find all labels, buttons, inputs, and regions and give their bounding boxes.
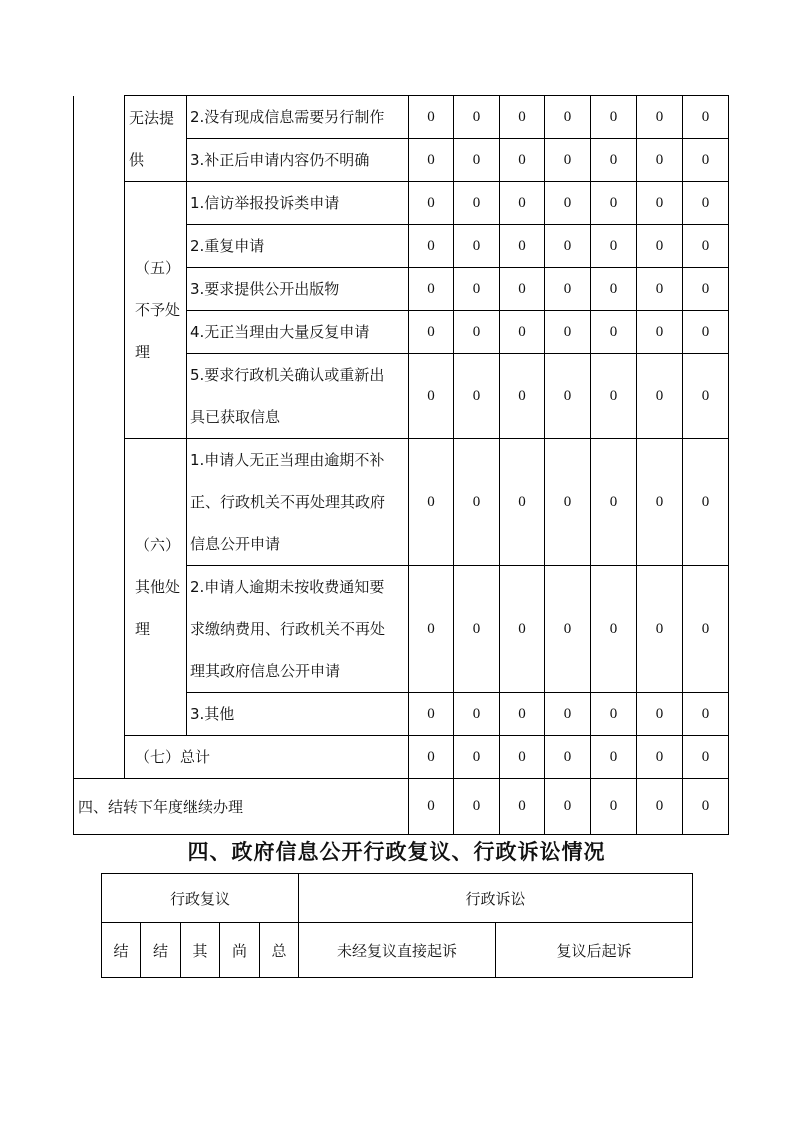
- count-cell: 0: [683, 736, 729, 779]
- count-cell: 0: [409, 96, 454, 139]
- count-cell: 0: [454, 225, 500, 268]
- count-cell: 0: [591, 182, 637, 225]
- row-label: [187, 566, 409, 693]
- count-cell: 0: [545, 182, 591, 225]
- count-cell: 0: [454, 268, 500, 311]
- carry-over-row-label: 四、结转下年度继续办理: [74, 779, 409, 835]
- count-cell: 0: [500, 779, 545, 835]
- count-cell: 0: [409, 566, 454, 693]
- count-cell: 0: [637, 354, 683, 439]
- count-cell: 0: [500, 693, 545, 736]
- review-col-header: 结: [141, 923, 181, 978]
- row-label: [187, 311, 409, 354]
- count-cell: 0: [683, 96, 729, 139]
- label-line: 2.申请人逾期未按收费通知要: [190, 578, 385, 596]
- count-cell: 0: [591, 96, 637, 139]
- count-cell: 0: [545, 225, 591, 268]
- count-cell: 0: [637, 736, 683, 779]
- label-line: 3.补正后申请内容仍不明确: [190, 151, 370, 169]
- count-cell: 0: [454, 182, 500, 225]
- count-cell: 0: [591, 311, 637, 354]
- category-blank-cell: [74, 96, 125, 779]
- label-line: 正、行政机关不再处理其政府: [190, 493, 386, 511]
- count-cell: 0: [500, 354, 545, 439]
- count-cell: 0: [591, 354, 637, 439]
- count-cell: 0: [637, 566, 683, 693]
- review-col-header: 结: [102, 923, 141, 978]
- label-line: 理其政府信息公开申请: [190, 662, 341, 680]
- count-cell: 0: [683, 354, 729, 439]
- label-line: 4.无正当理由大量反复申请: [190, 323, 370, 341]
- count-cell: 0: [409, 225, 454, 268]
- label-line: 1.申请人无正当理由逾期不补: [190, 451, 385, 469]
- count-cell: 0: [637, 779, 683, 835]
- label-line: （五）: [135, 259, 181, 277]
- label-line: 理: [135, 620, 151, 638]
- row-label: [187, 182, 409, 225]
- row-label: [187, 693, 409, 736]
- disclosure-stats-table: [73, 95, 729, 835]
- litigation-col-header: 复议后起诉: [496, 923, 693, 978]
- count-cell: 0: [637, 139, 683, 182]
- count-cell: 0: [683, 268, 729, 311]
- row-label: [187, 268, 409, 311]
- group-label: [125, 96, 187, 182]
- count-cell: 0: [683, 139, 729, 182]
- count-cell: 0: [545, 354, 591, 439]
- count-cell: 0: [500, 225, 545, 268]
- row-label: [187, 225, 409, 268]
- label-line: 2.重复申请: [190, 237, 265, 255]
- label-line: 2.没有现成信息需要另行制作: [190, 108, 385, 126]
- count-cell: 0: [591, 268, 637, 311]
- review-col-header: 总: [260, 923, 299, 978]
- litigation-col-header: 未经复议直接起诉: [299, 923, 496, 978]
- count-cell: 0: [500, 566, 545, 693]
- count-cell: 0: [454, 96, 500, 139]
- count-cell: 0: [409, 693, 454, 736]
- count-cell: 0: [500, 439, 545, 566]
- count-cell: 0: [637, 96, 683, 139]
- group-label: [125, 182, 187, 439]
- count-cell: 0: [409, 779, 454, 835]
- label-line: 不予处: [135, 301, 181, 319]
- review-header: 行政复议: [102, 874, 299, 923]
- litigation-header: 行政诉讼: [299, 874, 693, 923]
- count-cell: 0: [500, 96, 545, 139]
- count-cell: 0: [591, 693, 637, 736]
- count-cell: 0: [409, 736, 454, 779]
- count-cell: 0: [545, 736, 591, 779]
- count-cell: 0: [545, 439, 591, 566]
- label-line: 无法提: [129, 108, 175, 127]
- review-col-header: 其: [181, 923, 220, 978]
- count-cell: 0: [591, 139, 637, 182]
- count-cell: 0: [409, 139, 454, 182]
- count-cell: 0: [454, 311, 500, 354]
- label-line: （六）: [135, 536, 181, 554]
- count-cell: 0: [637, 225, 683, 268]
- count-cell: 0: [454, 439, 500, 566]
- review-col-header: 尚: [220, 923, 260, 978]
- count-cell: 0: [500, 139, 545, 182]
- review-litigation-table: [101, 873, 693, 978]
- count-cell: 0: [500, 268, 545, 311]
- count-cell: 0: [591, 736, 637, 779]
- count-cell: 0: [637, 182, 683, 225]
- row-label: [187, 96, 409, 139]
- label-line: 具已获取信息: [190, 408, 281, 426]
- group-label: [125, 439, 187, 736]
- count-cell: 0: [683, 182, 729, 225]
- count-cell: 0: [545, 311, 591, 354]
- count-cell: 0: [454, 354, 500, 439]
- label-line: 5.要求行政机关确认或重新出: [190, 366, 385, 384]
- count-cell: 0: [545, 693, 591, 736]
- count-cell: 0: [454, 566, 500, 693]
- count-cell: 0: [545, 566, 591, 693]
- count-cell: 0: [591, 566, 637, 693]
- count-cell: 0: [683, 566, 729, 693]
- label-line: 3.其他: [190, 705, 235, 723]
- count-cell: 0: [683, 779, 729, 835]
- count-cell: 0: [454, 779, 500, 835]
- count-cell: 0: [545, 779, 591, 835]
- row-label: [187, 439, 409, 566]
- count-cell: 0: [409, 268, 454, 311]
- row-label: [187, 139, 409, 182]
- count-cell: 0: [637, 311, 683, 354]
- count-cell: 0: [591, 439, 637, 566]
- count-cell: 0: [637, 693, 683, 736]
- count-cell: 0: [545, 139, 591, 182]
- label-line: 信息公开申请: [190, 535, 281, 553]
- count-cell: 0: [683, 693, 729, 736]
- count-cell: 0: [683, 311, 729, 354]
- count-cell: 0: [454, 736, 500, 779]
- label-line: 理: [135, 343, 151, 361]
- count-cell: 0: [409, 439, 454, 566]
- count-cell: 0: [500, 182, 545, 225]
- count-cell: 0: [683, 439, 729, 566]
- count-cell: 0: [454, 139, 500, 182]
- count-cell: 0: [500, 311, 545, 354]
- label-line: 其他处: [135, 578, 181, 596]
- label-line: 供: [129, 150, 145, 169]
- count-cell: 0: [545, 268, 591, 311]
- count-cell: 0: [409, 182, 454, 225]
- label-line: 1.信访举报投诉类申请: [190, 194, 340, 212]
- total-row-label: （七）总计: [125, 736, 409, 779]
- count-cell: 0: [409, 311, 454, 354]
- count-cell: 0: [500, 736, 545, 779]
- row-label: [187, 354, 409, 439]
- count-cell: 0: [545, 96, 591, 139]
- count-cell: 0: [637, 439, 683, 566]
- count-cell: 0: [683, 225, 729, 268]
- label-line: 3.要求提供公开出版物: [190, 280, 340, 298]
- count-cell: 0: [591, 779, 637, 835]
- section-heading: 四、政府信息公开行政复议、行政诉讼情况: [187, 840, 606, 864]
- count-cell: 0: [454, 693, 500, 736]
- count-cell: 0: [409, 354, 454, 439]
- count-cell: 0: [637, 268, 683, 311]
- count-cell: 0: [591, 225, 637, 268]
- label-line: 求缴纳费用、行政机关不再处: [190, 620, 386, 638]
